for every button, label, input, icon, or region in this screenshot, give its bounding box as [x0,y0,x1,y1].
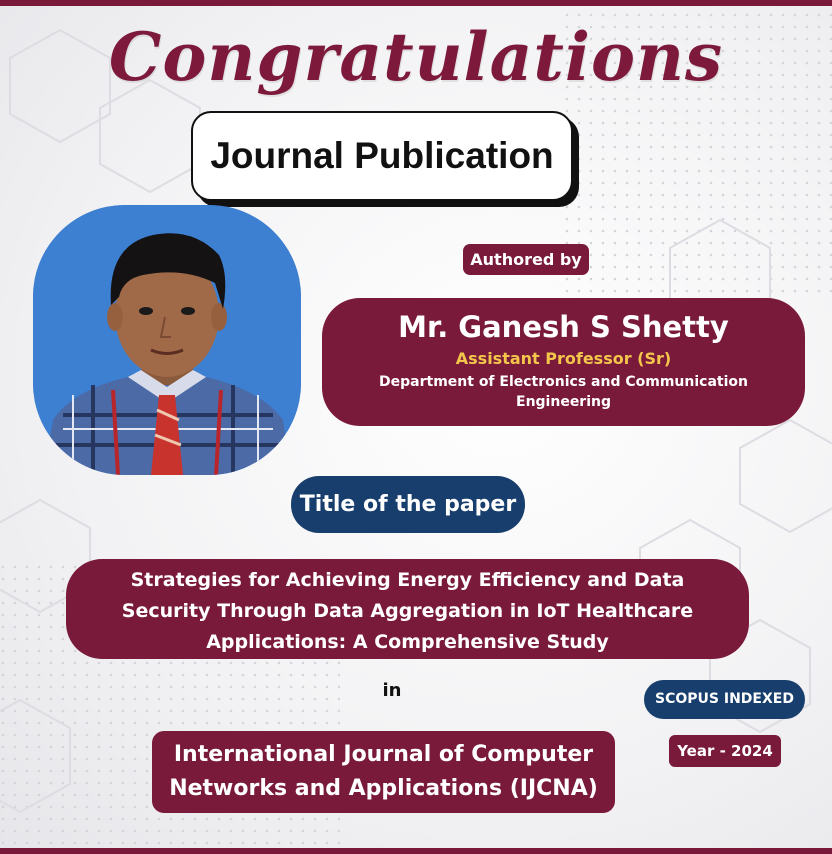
author-name: Mr. Ganesh S Shetty [398,310,729,344]
author-photo [33,205,301,475]
in-label: in [382,680,402,701]
top-border [0,0,832,6]
author-designation: Assistant Professor (Sr) [455,349,672,368]
journal-publication-label: Journal Publication [210,135,554,176]
title-of-paper-label: Title of the paper [291,476,525,533]
paper-title: Strategies for Achieving Energy Efficiency and Data Security Through Data Aggregation in IoT Healthcare Applications: A Comprehensive Study [121,568,694,653]
authored-by-label: Authored by [463,244,589,275]
bottom-border [0,848,832,854]
author-department: Department of Electronics and Communication Engineering [379,374,748,410]
year-badge: Year - 2024 [669,735,781,767]
scopus-indexed-badge: SCOPUS INDEXED [644,680,805,719]
journal-name-card [152,731,615,813]
congratulations-heading: Congratulations [108,18,724,96]
journal-name: International Journal of Computer Networks and Applications (IJCNA) [169,742,598,801]
paper-title-card [66,559,749,659]
author-info-card [322,298,805,426]
journal-publication-badge [191,111,573,201]
